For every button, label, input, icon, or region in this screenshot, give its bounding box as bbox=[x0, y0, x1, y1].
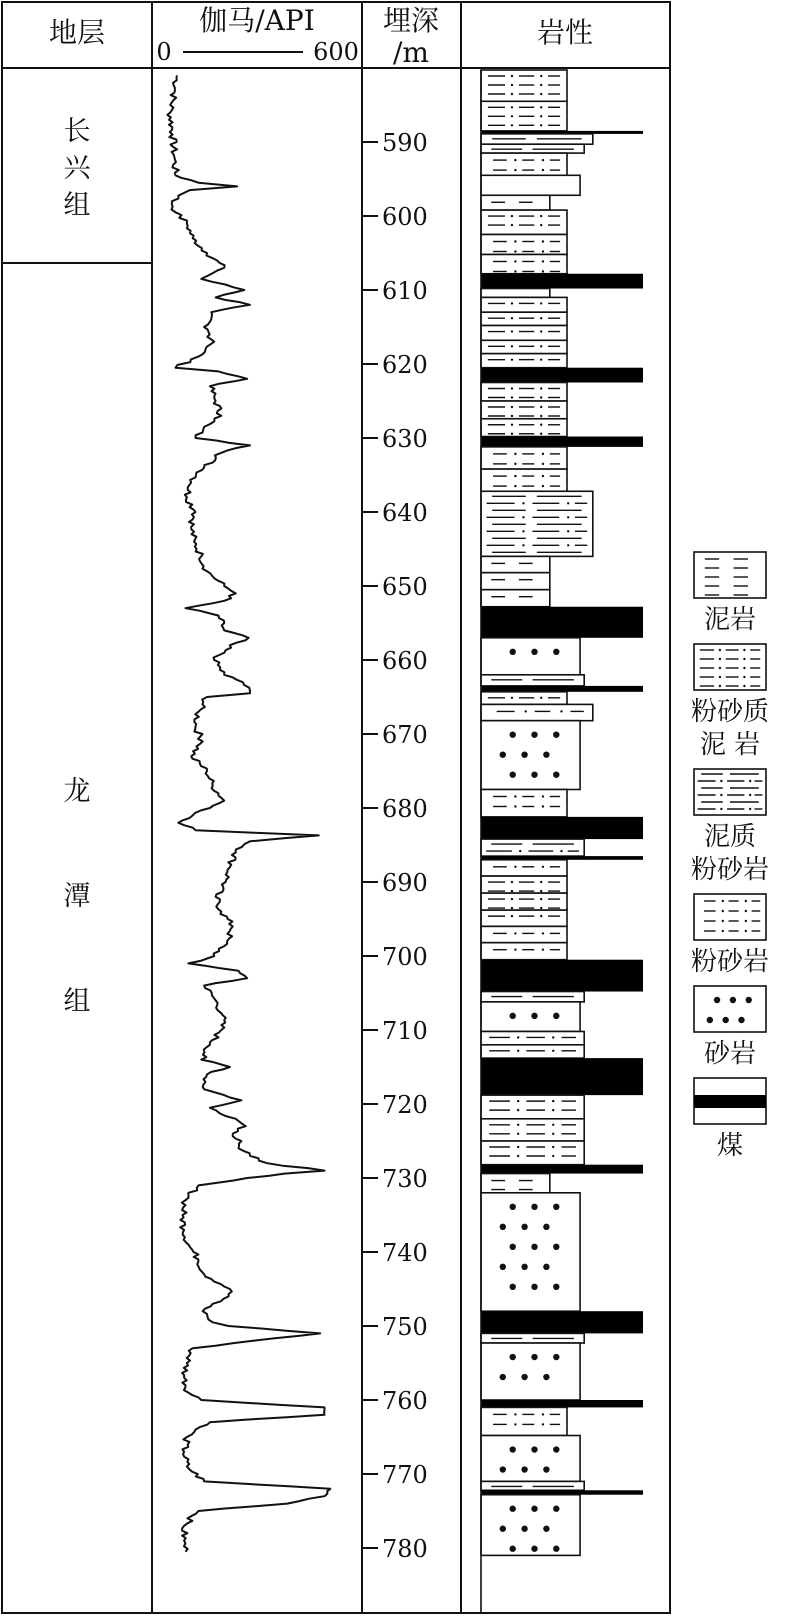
legend-swatch bbox=[694, 644, 766, 690]
lithology-bed-silty_mudstone bbox=[481, 893, 567, 910]
depth-tick-label: 760 bbox=[382, 1387, 428, 1415]
legend-item-silty_mudstone bbox=[691, 644, 769, 760]
lithology-bed-siltstone bbox=[481, 1407, 567, 1435]
header-depth-line1: 埋深 bbox=[382, 4, 440, 37]
lithology-bed-silty_mudstone bbox=[481, 910, 567, 926]
legend-label: 泥质 bbox=[703, 822, 757, 852]
lithology-bed-siltstone bbox=[481, 469, 567, 491]
depth-tick-label: 670 bbox=[382, 721, 428, 749]
header-lithology: 岩性 bbox=[536, 16, 594, 49]
lithology-bed-sandstone bbox=[481, 1495, 580, 1556]
depth-tick-label: 700 bbox=[382, 943, 428, 971]
gamma-curve bbox=[167, 75, 330, 1551]
depth-tick-label: 590 bbox=[382, 129, 428, 157]
column-headers bbox=[49, 4, 593, 69]
lithology-bed-siltstone bbox=[481, 790, 567, 817]
lithology-bed-muddy_siltstone bbox=[481, 839, 584, 856]
depth-tick-label: 600 bbox=[382, 203, 428, 231]
legend-item-muddy_siltstone bbox=[691, 769, 769, 885]
lithology-bed-coal bbox=[481, 1311, 643, 1333]
lithology-bed-silty_mudstone bbox=[481, 210, 567, 234]
lithology-bed-silty_mudstone bbox=[481, 354, 567, 368]
formation-char: 兴 bbox=[63, 153, 91, 184]
lithology-bed-muddy_siltstone bbox=[481, 1481, 584, 1490]
lithology-bed-silty_mudstone bbox=[481, 383, 567, 402]
depth-tick-label: 610 bbox=[382, 277, 428, 305]
legend-label: 泥岩 bbox=[703, 605, 757, 635]
lithology-bed-siltstone bbox=[481, 153, 567, 175]
legend-label: 煤 bbox=[716, 1131, 744, 1161]
lithology-bed-sandstone bbox=[481, 1343, 580, 1400]
lithology-bed-sandstone bbox=[481, 1002, 580, 1032]
depth-tick-label: 710 bbox=[382, 1017, 428, 1045]
lithology-bed-silty_mudstone bbox=[481, 312, 567, 325]
legend-label: 粉砂质 bbox=[690, 697, 770, 727]
lithology-bed-coal bbox=[481, 274, 643, 289]
lithology-bed-silty_mudstone bbox=[481, 1141, 584, 1165]
lithology-bed-silty_mudstone bbox=[481, 1045, 584, 1058]
lithology-bed-silty_mudstone bbox=[481, 692, 567, 705]
lithology-bed-muddy_siltstone bbox=[481, 675, 584, 686]
lithology-bed-coal bbox=[481, 686, 643, 692]
lithology-bed-silty_mudstone bbox=[481, 419, 567, 437]
header-formation: 地层 bbox=[48, 16, 106, 49]
lithology-legend bbox=[691, 552, 769, 1161]
lithology-bed-siltstone bbox=[481, 943, 567, 960]
lithology-bed-muddy_siltstone bbox=[481, 491, 593, 556]
legend-label: 粉砂岩 bbox=[690, 947, 770, 977]
depth-tick-label: 740 bbox=[382, 1239, 428, 1267]
lithology-bed-mudstone bbox=[481, 1174, 550, 1193]
lithology-bed-silty_mudstone bbox=[481, 1095, 584, 1119]
formation-char: 组 bbox=[63, 986, 91, 1017]
lithology-bed-muddy_siltstone bbox=[481, 134, 593, 144]
lithology-bed-sandstone bbox=[481, 721, 580, 790]
lithology-bed-silty_mudstone bbox=[481, 326, 567, 341]
lithology-bed-siltstone bbox=[481, 235, 567, 255]
lithology-bed-mudstone bbox=[481, 573, 550, 590]
depth-tick-label: 730 bbox=[382, 1165, 428, 1193]
lithology-bed-coal bbox=[481, 817, 643, 839]
depth-tick-label: 680 bbox=[382, 795, 428, 823]
lithology-bed-silty_mudstone bbox=[481, 101, 567, 131]
lithology-bed-coal bbox=[481, 1058, 643, 1095]
lithology-bed-coal bbox=[481, 1165, 643, 1174]
lithology-bed-mudstone bbox=[481, 556, 550, 572]
lithology-bed-coal bbox=[481, 960, 643, 992]
legend-label: 泥 岩 bbox=[699, 730, 761, 760]
legend-item-coal bbox=[694, 1078, 766, 1161]
lithology-bed-silty_mudstone bbox=[481, 1031, 584, 1044]
depth-tick-label: 690 bbox=[382, 869, 428, 897]
lithology-bed-mudstone bbox=[481, 590, 550, 607]
lithology-bed-mudstone bbox=[481, 289, 550, 298]
lithology-bed-muddy_siltstone bbox=[481, 144, 584, 153]
lithology-bed-siltstone bbox=[481, 704, 593, 720]
lithology-bed-siltstone bbox=[481, 926, 567, 942]
lithology-column bbox=[481, 70, 643, 1612]
lithology-bed-coal bbox=[481, 437, 643, 447]
legend-swatch bbox=[694, 769, 766, 815]
lithology-bed-silty_mudstone bbox=[481, 340, 567, 353]
lithology-bed-silty_mudstone bbox=[481, 297, 567, 312]
header-gamma: 伽马/API bbox=[199, 4, 315, 37]
header-gamma-min: 0 bbox=[156, 38, 172, 66]
legend-item-siltstone bbox=[691, 894, 769, 977]
lithology-bed-sandstone bbox=[481, 175, 580, 195]
lithology-bed-muddy_siltstone bbox=[481, 1333, 584, 1343]
legend-label: 砂岩 bbox=[703, 1039, 757, 1069]
lithology-bed-siltstone bbox=[481, 860, 567, 876]
legend-item-sandstone bbox=[694, 986, 766, 1069]
depth-tick-label: 720 bbox=[382, 1091, 428, 1119]
lithology-bed-sandstone bbox=[481, 1436, 580, 1482]
lithology-bed-mudstone bbox=[481, 195, 550, 210]
header-gamma-max: 600 bbox=[313, 38, 359, 66]
lithology-bed-muddy_siltstone bbox=[481, 992, 584, 1002]
lithology-bed-sandstone bbox=[481, 638, 580, 675]
lithology-bed-siltstone bbox=[481, 447, 567, 469]
legend-swatch bbox=[694, 986, 766, 1032]
lithology-bed-silty_mudstone bbox=[481, 70, 567, 101]
depth-tick-label: 650 bbox=[382, 573, 428, 601]
formation-char: 潭 bbox=[63, 881, 91, 912]
lithology-bed-coal bbox=[481, 368, 643, 383]
formation-char: 组 bbox=[63, 190, 91, 221]
depth-tick-label: 640 bbox=[382, 499, 428, 527]
depth-tick-label: 750 bbox=[382, 1313, 428, 1341]
legend-item-mudstone bbox=[694, 552, 766, 635]
legend-label: 粉砂岩 bbox=[690, 855, 770, 885]
formation-char: 长 bbox=[63, 116, 91, 147]
lithology-bed-silty_mudstone bbox=[481, 401, 567, 419]
lithology-bed-siltstone bbox=[481, 254, 567, 273]
lithology-bed-sandstone bbox=[481, 1193, 580, 1311]
lithology-bed-silty_mudstone bbox=[481, 1119, 584, 1141]
depth-tick-label: 780 bbox=[382, 1535, 428, 1563]
depth-tick-label: 770 bbox=[382, 1461, 428, 1489]
lithology-bed-coal bbox=[481, 1400, 643, 1407]
header-depth-line2: /m bbox=[393, 36, 429, 69]
depth-tick-label: 660 bbox=[382, 647, 428, 675]
lithology-bed-silty_mudstone bbox=[481, 876, 567, 893]
lithology-bed-coal bbox=[481, 607, 643, 638]
depth-tick-label: 620 bbox=[382, 351, 428, 379]
depth-axis bbox=[362, 129, 428, 1563]
gamma-ray-log bbox=[167, 75, 330, 1551]
depth-tick-label: 630 bbox=[382, 425, 428, 453]
formation-char: 龙 bbox=[63, 776, 91, 807]
formation-labels bbox=[64, 116, 92, 1017]
